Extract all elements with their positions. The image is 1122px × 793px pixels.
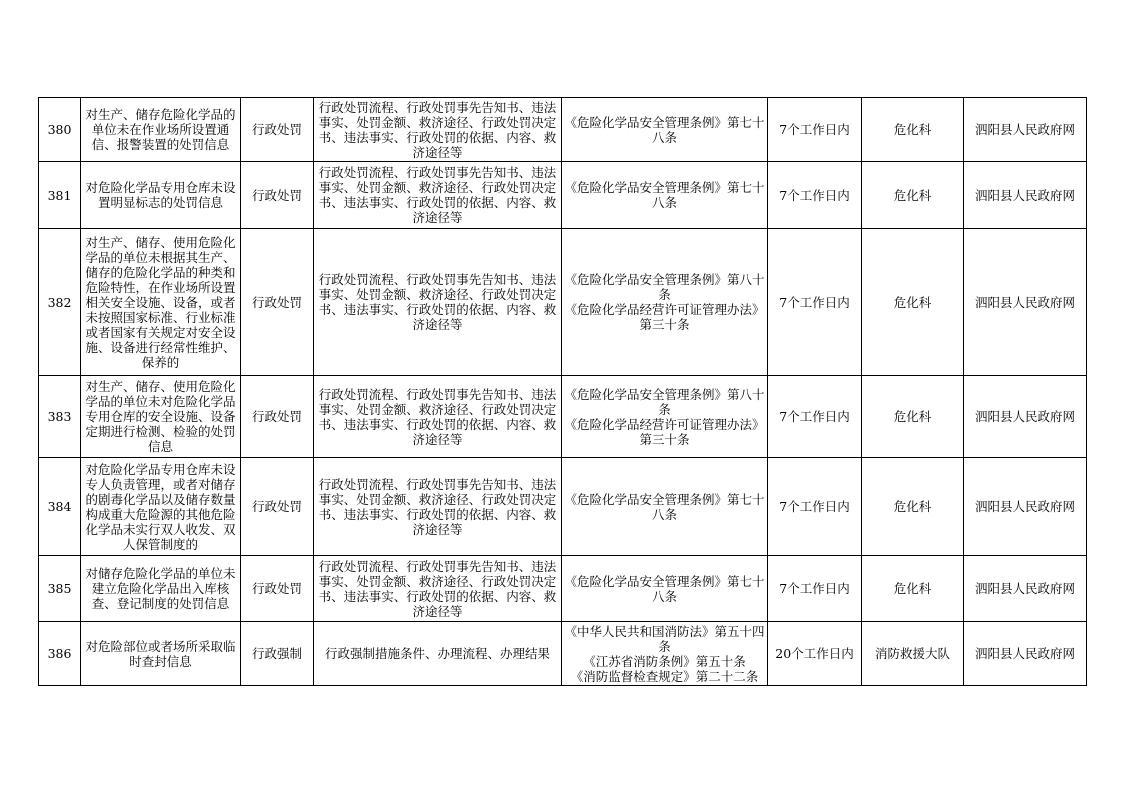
legal-basis-cell — [562, 458, 768, 556]
table-row — [39, 458, 1087, 556]
item-category-cell — [241, 162, 314, 229]
item-content: 行政处罚流程、行政处罚事先告知书、违法事实、处罚金额、救济途径、行政处罚决定书、违法事实、行政处罚的依据、内容、救济途径等 — [318, 386, 557, 447]
row-number-cell — [39, 376, 81, 458]
item-category: 行政处罚 — [251, 294, 302, 310]
disclosure-channel: 泗阳县人民政府网 — [974, 187, 1075, 203]
disclosure-channel-cell — [964, 458, 1087, 556]
disclosure-channel-cell — [964, 98, 1087, 162]
responsible-department-cell — [862, 98, 964, 162]
responsible-department: 危化科 — [893, 409, 932, 424]
legal-basis-cell — [562, 376, 768, 458]
item-category-cell — [241, 229, 314, 376]
table-row — [39, 162, 1087, 229]
item-subject: 对危险化学品专用仓库未设专人负责管理，或者对储存的剧毒化学品以及储存数量构成重大危险源的其他危险化学品未实行双人收发、双人保管制度的 — [85, 461, 236, 552]
disclosure-deadline-cell — [768, 162, 862, 229]
legal-basis: 《危险化学品安全管理条例》第七十八条 — [564, 491, 765, 522]
item-category: 行政强制 — [251, 646, 302, 661]
responsible-department: 危化科 — [893, 294, 932, 310]
disclosure-channel-cell — [964, 376, 1087, 458]
item-subject-cell — [81, 622, 241, 686]
item-category-cell — [241, 98, 314, 162]
legal-basis: 《中华人民共和国消防法》第五十四条 《江苏省消防条例》第五十条 《消防监督检查规定》第二十二条 — [564, 623, 765, 684]
item-category-cell — [241, 458, 314, 556]
responsible-department-cell — [862, 556, 964, 622]
disclosure-channel: 泗阳县人民政府网 — [974, 646, 1075, 661]
disclosure-deadline: 7个工作日内 — [779, 187, 850, 203]
item-content-cell — [314, 229, 562, 376]
item-subject: 对生产、储存、使用危险化学品的单位未对危险化学品专用仓库的安全设施、设备定期进行检测、检验的处罚信息 — [85, 379, 236, 454]
row-number-cell — [39, 229, 81, 376]
item-subject: 对储存危险化学品的单位未建立危险化学品出入库核查、登记制度的处罚信息 — [85, 566, 236, 611]
responsible-department-cell — [862, 376, 964, 458]
legal-basis: 《危险化学品安全管理条例》第八十条 《危险化学品经营许可证管理办法》第三十条 — [564, 272, 765, 332]
disclosure-deadline: 7个工作日内 — [779, 581, 850, 596]
disclosure-deadline: 7个工作日内 — [779, 294, 850, 310]
row-number: 380 — [47, 122, 72, 137]
row-number-cell — [39, 622, 81, 686]
item-content-cell — [314, 162, 562, 229]
responsible-department-cell — [862, 229, 964, 376]
disclosure-channel-cell — [964, 622, 1087, 686]
row-number: 384 — [47, 499, 72, 514]
row-number: 381 — [47, 187, 72, 203]
responsible-department: 危化科 — [893, 499, 932, 514]
row-number-cell — [39, 162, 81, 229]
disclosure-channel: 泗阳县人民政府网 — [974, 122, 1075, 137]
responsible-department: 危化科 — [893, 122, 932, 137]
table-row — [39, 376, 1087, 458]
item-content: 行政处罚流程、行政处罚事先告知书、违法事实、处罚金额、救济途径、行政处罚决定书、违法事实、行政处罚的依据、内容、救济途径等 — [318, 165, 557, 225]
item-content: 行政强制措施条件、办理流程、办理结果 — [324, 646, 550, 661]
disclosure-table — [38, 97, 1087, 686]
item-content: 行政处罚流程、行政处罚事先告知书、违法事实、处罚金额、救济途径、行政处罚决定书、违法事实、行政处罚的依据、内容、救济途径等 — [318, 476, 557, 537]
item-subject: 对危险化学品专用仓库未设置明显标志的处罚信息 — [85, 180, 236, 210]
responsible-department: 消防救援大队 — [874, 646, 950, 661]
item-content-cell — [314, 376, 562, 458]
legal-basis-cell — [562, 162, 768, 229]
table-body — [39, 98, 1087, 686]
legal-basis: 《危险化学品安全管理条例》第七十八条 — [564, 180, 765, 210]
item-content-cell — [314, 556, 562, 622]
row-number: 386 — [47, 646, 72, 661]
item-subject-cell — [81, 229, 241, 376]
disclosure-channel: 泗阳县人民政府网 — [974, 409, 1075, 424]
item-subject-cell — [81, 98, 241, 162]
item-content: 行政处罚流程、行政处罚事先告知书、违法事实、处罚金额、救济途径、行政处罚决定书、违法事实、行政处罚的依据、内容、救济途径等 — [318, 558, 557, 619]
disclosure-channel-cell — [964, 556, 1087, 622]
disclosure-deadline-cell — [768, 376, 862, 458]
item-subject-cell — [81, 458, 241, 556]
disclosure-deadline-cell — [768, 229, 862, 376]
disclosure-channel: 泗阳县人民政府网 — [974, 294, 1075, 310]
item-category: 行政处罚 — [251, 409, 302, 424]
disclosure-channel-cell — [964, 229, 1087, 376]
item-subject: 对生产、储存、使用危险化学品的单位未根据其生产、储存的危险化学品的种类和危险特性，在作业场所设置相关安全设施、设备，或者未按照国家标准、行业标准或者国家有关规定对安全设施、设备进行经常性维护、保养的 — [85, 234, 236, 370]
disclosure-deadline-cell — [768, 458, 862, 556]
disclosure-deadline: 20个工作日内 — [775, 646, 854, 661]
disclosure-channel: 泗阳县人民政府网 — [974, 499, 1075, 514]
legal-basis-cell — [562, 622, 768, 686]
responsible-department-cell — [862, 458, 964, 556]
disclosure-channel-cell — [964, 162, 1087, 229]
disclosure-deadline-cell — [768, 556, 862, 622]
row-number: 383 — [47, 409, 72, 424]
item-category: 行政处罚 — [251, 581, 302, 596]
row-number-cell — [39, 458, 81, 556]
legal-basis: 《危险化学品安全管理条例》第八十条 《危险化学品经营许可证管理办法》第三十条 — [564, 386, 765, 447]
table-row — [39, 98, 1087, 162]
row-number-cell — [39, 556, 81, 622]
item-category-cell — [241, 622, 314, 686]
disclosure-channel: 泗阳县人民政府网 — [974, 581, 1075, 596]
item-content-cell — [314, 98, 562, 162]
table-row — [39, 556, 1087, 622]
item-category: 行政处罚 — [251, 122, 302, 137]
disclosure-deadline-cell — [768, 98, 862, 162]
legal-basis-cell — [562, 229, 768, 376]
item-content: 行政处罚流程、行政处罚事先告知书、违法事实、处罚金额、救济途径、行政处罚决定书、违法事实、行政处罚的依据、内容、救济途径等 — [318, 99, 557, 160]
responsible-department-cell — [862, 162, 964, 229]
item-content: 行政处罚流程、行政处罚事先告知书、违法事实、处罚金额、救济途径、行政处罚决定书、违法事实、行政处罚的依据、内容、救济途径等 — [318, 272, 557, 332]
row-number: 382 — [47, 294, 72, 310]
table-row — [39, 622, 1087, 686]
item-subject: 对危险部位或者场所采取临时查封信息 — [85, 638, 236, 669]
legal-basis: 《危险化学品安全管理条例》第七十八条 — [564, 573, 765, 604]
item-subject-cell — [81, 376, 241, 458]
item-subject-cell — [81, 162, 241, 229]
item-content-cell — [314, 458, 562, 556]
legal-basis-cell — [562, 98, 768, 162]
table-row — [39, 229, 1087, 376]
item-category-cell — [241, 556, 314, 622]
row-number: 385 — [47, 581, 72, 596]
item-subject: 对生产、储存危险化学品的单位未在作业场所设置通信、报警装置的处罚信息 — [85, 107, 236, 152]
disclosure-deadline: 7个工作日内 — [779, 122, 850, 137]
item-category: 行政处罚 — [251, 187, 302, 203]
item-category-cell — [241, 376, 314, 458]
disclosure-deadline-cell — [768, 622, 862, 686]
responsible-department: 危化科 — [893, 581, 932, 596]
item-category: 行政处罚 — [251, 499, 302, 514]
disclosure-deadline: 7个工作日内 — [779, 499, 850, 514]
responsible-department: 危化科 — [893, 187, 932, 203]
item-subject-cell — [81, 556, 241, 622]
responsible-department-cell — [862, 622, 964, 686]
row-number-cell — [39, 98, 81, 162]
item-content-cell — [314, 622, 562, 686]
disclosure-deadline: 7个工作日内 — [779, 409, 850, 424]
legal-basis: 《危险化学品安全管理条例》第七十八条 — [564, 114, 765, 145]
legal-basis-cell — [562, 556, 768, 622]
